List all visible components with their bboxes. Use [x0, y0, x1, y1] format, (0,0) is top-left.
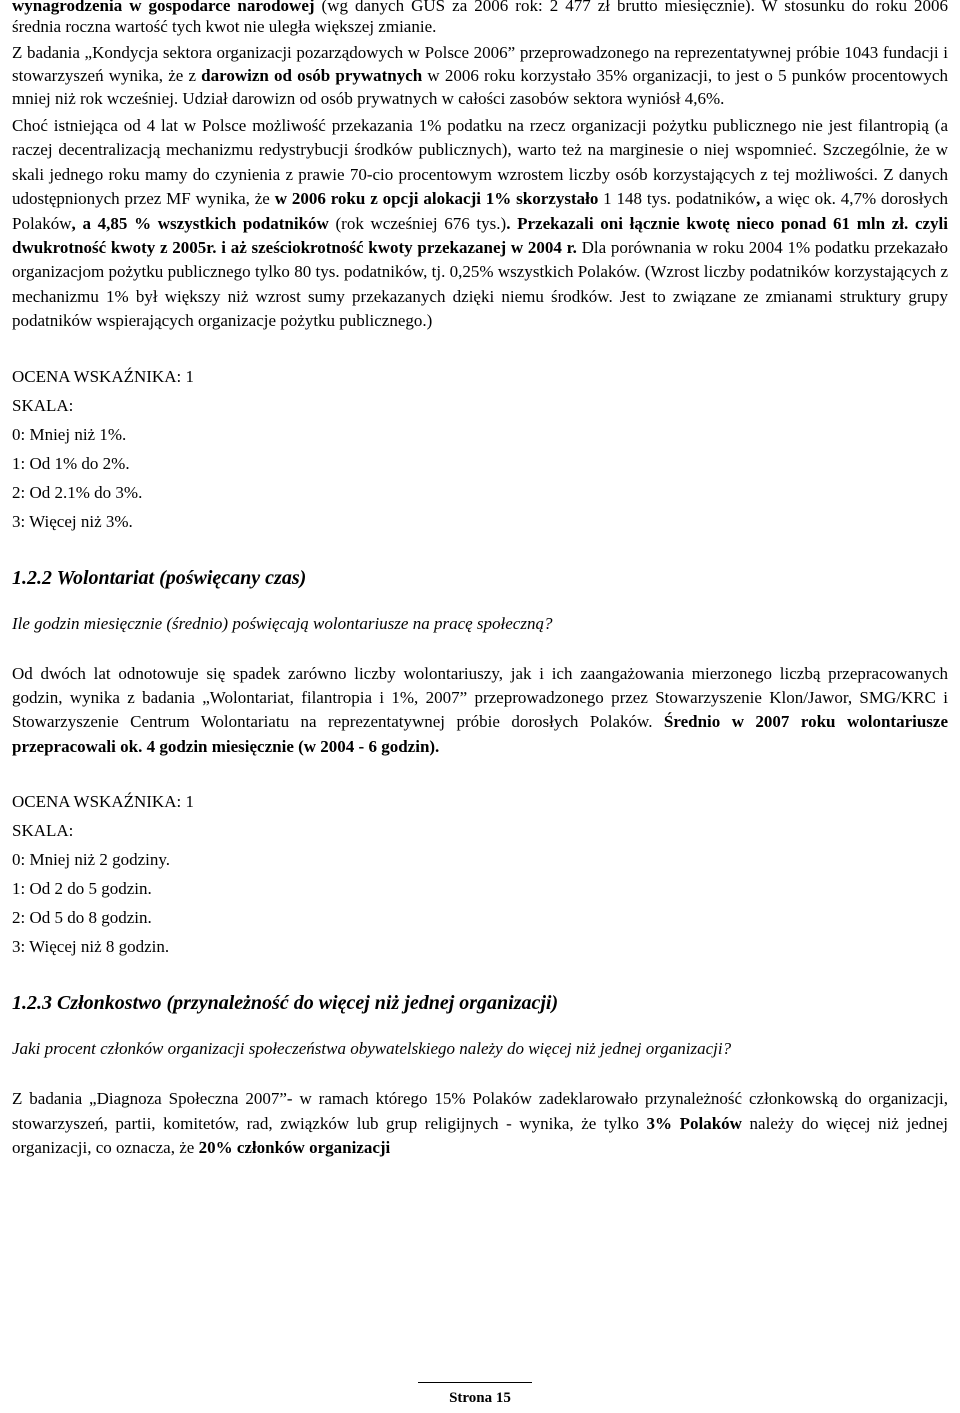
- intro-paragraph-0: [12, 0, 948, 37]
- section-question: Ile godzin miesięcznie (średnio) poświęcają wolontariusze na pracę społeczną?: [12, 613, 553, 633]
- text-run: Z badania „Kondycja sektora organizacji pozarządowych w Polsce 2006” przeprowadzonego na reprezentatywnej próbie 1043 fundacji i stowarzyszeń wynika, że z: [12, 43, 948, 85]
- page-number: Strona 15: [449, 1390, 511, 1406]
- intro-paragraph-2: [12, 114, 948, 334]
- scale-item: 0: Mniej niż 2 godziny.: [12, 850, 171, 870]
- scale-item: 2: Od 5 do 8 godzin.: [12, 908, 152, 928]
- scale-label: SKALA:: [12, 821, 74, 841]
- bold-text-run: Średnio w 2007 roku wolontariusze przepracowali ok. 4 godzin miesięcznie (w 2004 - 6 godzin).: [12, 712, 948, 756]
- score-block-2: [12, 787, 948, 961]
- section-heading: 1.2.2 Wolontariat (poświęcany czas): [12, 566, 307, 589]
- section-question: Jaki procent członków organizacji społeczeństwa obywatelskiego należy do więcej niż jednej organizacji?: [12, 1039, 732, 1059]
- section-heading: 1.2.3 Członkostwo (przynależność do więcej niż jednej organizacji): [12, 992, 559, 1015]
- text-run: należy do więcej niż jednej organizacji, co oznacza, że: [12, 1113, 948, 1158]
- scale-item: 1: Od 1% do 2%.: [12, 453, 130, 473]
- scale-item: 0: Mniej niż 1%.: [12, 424, 127, 444]
- scale-item: 3: Więcej niż 3%.: [12, 511, 133, 531]
- footer-rule: [418, 1382, 532, 1383]
- text-run: Z badania „Diagnoza Społeczna 2007”- w ramach którego 15% Polaków zadeklarowało przynależność członkowską do organizacji, stowarzyszeń, partii, komitetów, rad, związków lub grup religijnych - wynika, że tylko: [12, 1089, 948, 1133]
- bold-text-run: ,: [756, 189, 761, 209]
- score-title: OCENA WSKAŹNIKA: 1: [12, 366, 194, 386]
- text-run: (rok wcześniej 676 tys.): [328, 213, 507, 233]
- text-run: Od dwóch lat odnotowuje się spadek zarówno liczby wolontariuszy, jak i ich zaangażowania mierzonego liczbą przepracowanych godzin, wynika z badania „Wolontariat, filantropia i 1%, 2007” przeprowadzonego przez Stowarzyszenie Klon/Jawor, SMG/KRC i Stowarzyszenie Centrum Wolontariatu na reprezentatywnej próbie dorosłych Polaków.: [12, 663, 948, 732]
- text-run: w 2006 roku korzystało 35% organizacji, to jest o 5 punków procentowych mniej niż rok wcześniej. Udział darowizn od osób prywatnych w całości zasobów sektora wyniósł 4,6%.: [12, 66, 948, 108]
- score-title: OCENA WSKAŹNIKA: 1: [12, 792, 194, 812]
- section-paragraph: [12, 1087, 948, 1160]
- section-paragraph: [12, 662, 948, 760]
- bold-text-run: . Przekazali oni łącznie kwotę nieco ponad 61 mln zł. czyli dwukrotność kwoty z 2005r. i aż sześciokrotność kwoty przekazanej w 2004 r.: [12, 213, 948, 258]
- bold-text-run: darowizn od osób prywatnych: [201, 66, 423, 85]
- text-run: a więc ok. 4,7% dorosłych Polaków: [12, 189, 949, 233]
- scale-item: 3: Więcej niż 8 godzin.: [12, 937, 170, 957]
- scale-item: 2: Od 2.1% do 3%.: [12, 482, 143, 502]
- score-block-1: [12, 362, 948, 536]
- scale-label: SKALA:: [12, 395, 74, 415]
- text-run: 1 148 tys. podatników: [598, 189, 757, 209]
- document-page: [12, 0, 948, 1161]
- text-run: Dla porównania w roku 2004 1% podatku przekazało organizacjom pożytku publicznego tylko 80 tys. podatników, tj. 0,25% wszystkich Polaków. (Wzrost liczby podatników korzystających z mechanizmu 1% był większy niż wzrost sumy przekazanych dzięki niemu środków. Jest to związane ze zmianami struktury grupy podatników wspierających organizacje pożytku publicznego.): [12, 238, 948, 331]
- bold-text-run: 20% członków organizacji: [198, 1138, 391, 1158]
- bold-text-run: 3% Polaków: [646, 1113, 742, 1133]
- bold-text-run: wynagrodzenia w gospodarce narodowej: [12, 0, 315, 15]
- bold-text-run: w 2006 roku z opcji alokacji 1% skorzystało: [274, 189, 599, 209]
- text-run: Choć istniejąca od 4 lat w Polsce możliwość przekazania 1% podatku na rzecz organizacji pożytku publicznego nie jest filantropią (a raczej decentralizacją mechanizmu redystrybucji środków publicznych), warto też na marginesie o niej wspomnieć. Szczególnie, że w skali jednego roku mamy do czynienia z prawie 70-cio procentowym wzrostem liczby osób korzystających z tej możliwości. Z danych udostępnionych przez MF wynika, że: [12, 116, 948, 209]
- text-run: (wg danych GUS za 2006 rok: 2 477 zł brutto miesięcznie). W stosunku do roku 2006 średnia roczna wartość tych kwot nie uległa większej zmianie.: [12, 0, 948, 36]
- intro-paragraph-1: [12, 41, 948, 110]
- scale-item: 1: Od 2 do 5 godzin.: [12, 879, 152, 899]
- bold-text-run: , a 4,85 % wszystkich podatników: [71, 213, 329, 233]
